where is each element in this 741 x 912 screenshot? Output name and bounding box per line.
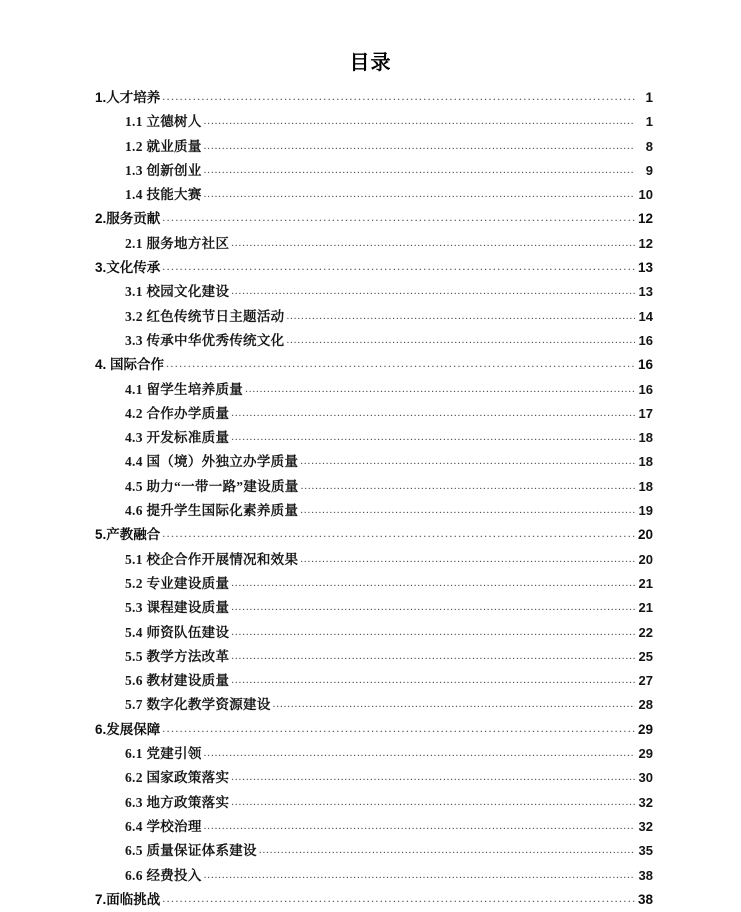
toc-entry[interactable] <box>125 232 653 256</box>
toc-entry-page-number: 29 <box>638 746 653 762</box>
toc-entry[interactable] <box>125 839 653 863</box>
toc-entry[interactable] <box>125 280 653 304</box>
toc-leader-dots <box>231 645 635 668</box>
toc-entry[interactable] <box>95 523 653 547</box>
toc-entry[interactable] <box>125 159 653 183</box>
toc-entry[interactable] <box>125 183 653 207</box>
toc-entry[interactable] <box>125 693 653 717</box>
toc-entry[interactable] <box>125 669 653 693</box>
toc-entry-label: 1.4 技能大赛 <box>125 187 202 203</box>
toc-entry-page-number: 16 <box>637 357 653 373</box>
toc-entry-label: 4.1 留学生培养质量 <box>125 381 244 397</box>
toc-entry-label: 3.1 校园文化建设 <box>125 284 230 300</box>
toc-entry[interactable] <box>95 256 653 280</box>
toc-entry-page-number: 35 <box>638 843 653 859</box>
toc-entry[interactable] <box>125 766 653 790</box>
toc-leader-dots <box>231 280 635 303</box>
toc-entry-label: 3.2 红色传统节日主题活动 <box>125 308 285 324</box>
toc-entry-page-number: 20 <box>637 527 653 543</box>
toc-leader-dots <box>231 232 635 255</box>
toc-entry-label: 6.1 党建引领 <box>125 746 202 762</box>
toc-entry[interactable] <box>95 207 653 231</box>
toc-entry-page-number: 16 <box>638 381 653 397</box>
toc-entry[interactable] <box>125 815 653 839</box>
toc-entry-label: 5.4 师资队伍建设 <box>125 624 230 640</box>
toc-leader-dots <box>204 183 635 206</box>
toc-leader-dots <box>204 864 635 887</box>
toc-entry-label: 5.产教融合 <box>95 527 161 543</box>
toc-entry-page-number: 22 <box>638 624 653 640</box>
toc-entry-label: 5.7 数字化教学资源建设 <box>125 697 271 713</box>
toc-entry-label: 6.5 质量保证体系建设 <box>125 843 257 859</box>
toc-leader-dots <box>204 159 635 182</box>
toc-entry[interactable] <box>125 499 653 523</box>
toc-entry-page-number: 18 <box>638 430 653 446</box>
toc-entry-page-number: 32 <box>638 794 653 810</box>
toc-entry-label: 2.服务贡献 <box>95 211 161 227</box>
toc-leader-dots <box>162 888 635 910</box>
toc-entry-label: 6.2 国家政策落实 <box>125 770 230 786</box>
toc-leader-dots <box>300 548 635 571</box>
toc-entry[interactable] <box>125 572 653 596</box>
toc-entry-page-number: 1 <box>645 90 653 105</box>
toc-entry-label: 1.2 就业质量 <box>125 138 202 154</box>
toc-entry-page-number: 25 <box>638 648 653 664</box>
toc-entry-label: 4.3 开发标准质量 <box>125 430 230 446</box>
toc-leader-dots <box>204 815 635 838</box>
toc-entry-label: 6.4 学校治理 <box>125 818 202 834</box>
toc-entry-page-number: 13 <box>637 260 653 276</box>
toc-leader-dots <box>300 450 635 473</box>
toc-entry-label: 2.1 服务地方社区 <box>125 235 230 251</box>
toc-leader-dots <box>286 305 635 328</box>
toc-entry-page-number: 10 <box>638 187 653 203</box>
toc-entry-label: 7.面临挑战 <box>95 891 161 907</box>
toc-leader-dots <box>166 353 635 375</box>
toc-entry[interactable] <box>125 110 653 134</box>
toc-entry-label: 5.6 教材建设质量 <box>125 673 230 689</box>
toc-entry-label: 5.5 教学方法改革 <box>125 648 230 664</box>
toc-entry[interactable] <box>125 742 653 766</box>
toc-entry-page-number: 28 <box>638 697 653 713</box>
toc-leader-dots <box>204 742 635 765</box>
toc-leader-dots <box>231 766 635 789</box>
toc-entry-page-number: 38 <box>637 891 653 907</box>
toc-entry-page-number: 21 <box>638 600 653 616</box>
toc-entry-label: 6.6 经费投入 <box>125 867 202 883</box>
toc-leader-dots <box>204 135 635 158</box>
toc-leader-dots <box>204 110 635 133</box>
toc-entry-label: 4.6 提升学生国际化素养质量 <box>125 503 299 519</box>
toc-entry-page-number: 17 <box>638 405 653 421</box>
toc-entry-page-number: 18 <box>638 478 653 494</box>
toc-entry[interactable] <box>125 426 653 450</box>
toc-leader-dots <box>231 426 635 449</box>
table-of-contents <box>95 86 653 912</box>
toc-entry[interactable] <box>125 135 653 159</box>
toc-entry-label: 1.3 创新创业 <box>125 162 202 178</box>
toc-entry-label: 5.3 课程建设质量 <box>125 600 230 616</box>
toc-entry-label: 1.1 立德树人 <box>125 114 202 130</box>
toc-leader-dots <box>162 523 635 545</box>
toc-leader-dots <box>162 86 635 108</box>
toc-leader-dots <box>273 693 635 716</box>
toc-entry-page-number: 19 <box>638 503 653 519</box>
toc-entry-label: 1.人才培养 <box>95 90 161 105</box>
toc-entry[interactable] <box>95 888 653 912</box>
toc-entry[interactable] <box>125 645 653 669</box>
toc-entry[interactable] <box>125 378 653 402</box>
toc-entry-label: 5.1 校企合作开展情况和效果 <box>125 551 299 567</box>
toc-entry[interactable] <box>125 791 653 815</box>
toc-entry[interactable] <box>95 718 653 742</box>
toc-leader-dots <box>231 596 635 619</box>
toc-entry-page-number: 14 <box>638 308 653 324</box>
toc-entry-page-number: 38 <box>638 867 653 883</box>
toc-entry-page-number: 18 <box>638 454 653 470</box>
toc-entry-page-number: 13 <box>638 284 653 300</box>
toc-leader-dots <box>245 378 635 401</box>
toc-entry[interactable] <box>125 329 653 353</box>
toc-entry-page-number: 16 <box>638 332 653 348</box>
toc-leader-dots <box>162 718 635 740</box>
page-title: 目录 <box>349 52 392 74</box>
toc-entry-label: 5.2 专业建设质量 <box>125 575 230 591</box>
toc-entry-page-number: 27 <box>638 673 653 689</box>
toc-entry-page-number: 12 <box>637 211 653 227</box>
toc-entry-page-number: 8 <box>645 138 653 154</box>
toc-entry-page-number: 32 <box>638 818 653 834</box>
toc-leader-dots <box>231 621 635 644</box>
toc-leader-dots <box>286 329 635 352</box>
toc-entry[interactable] <box>125 621 653 645</box>
toc-entry[interactable] <box>125 864 653 888</box>
toc-entry[interactable] <box>125 305 653 329</box>
toc-entry[interactable] <box>125 402 653 426</box>
toc-entry-page-number: 12 <box>638 235 653 251</box>
toc-entry[interactable] <box>95 86 653 110</box>
toc-entry-label: 4.4 国（境）外独立办学质量 <box>125 454 299 470</box>
toc-leader-dots <box>162 207 635 229</box>
toc-entry-label: 4.2 合作办学质量 <box>125 405 230 421</box>
toc-leader-dots <box>231 791 635 814</box>
toc-entry-page-number: 29 <box>637 721 653 737</box>
toc-entry-label: 4.5 助力“一带一路”建设质量 <box>125 478 299 494</box>
toc-leader-dots <box>162 256 635 278</box>
toc-leader-dots <box>301 475 635 498</box>
toc-entry[interactable] <box>125 596 653 620</box>
toc-leader-dots <box>231 669 635 692</box>
toc-leader-dots <box>259 839 635 862</box>
toc-entry[interactable] <box>125 475 653 499</box>
toc-entry-label: 6.发展保障 <box>95 721 161 737</box>
toc-entry-page-number: 20 <box>638 551 653 567</box>
toc-entry[interactable] <box>95 353 653 377</box>
toc-entry-label: 3.3 传承中华优秀传统文化 <box>125 332 285 348</box>
toc-entry[interactable] <box>125 450 653 474</box>
toc-entry-label: 4. 国际合作 <box>95 357 165 373</box>
toc-leader-dots <box>231 402 635 425</box>
toc-entry[interactable] <box>125 548 653 572</box>
toc-entry-label: 6.3 地方政策落实 <box>125 794 230 810</box>
toc-entry-page-number: 1 <box>645 114 653 130</box>
toc-entry-label: 3.文化传承 <box>95 260 161 276</box>
toc-leader-dots <box>300 499 635 522</box>
toc-entry-page-number: 21 <box>638 575 653 591</box>
toc-entry-page-number: 9 <box>645 162 653 178</box>
toc-entry-page-number: 30 <box>638 770 653 786</box>
toc-leader-dots <box>231 572 635 595</box>
